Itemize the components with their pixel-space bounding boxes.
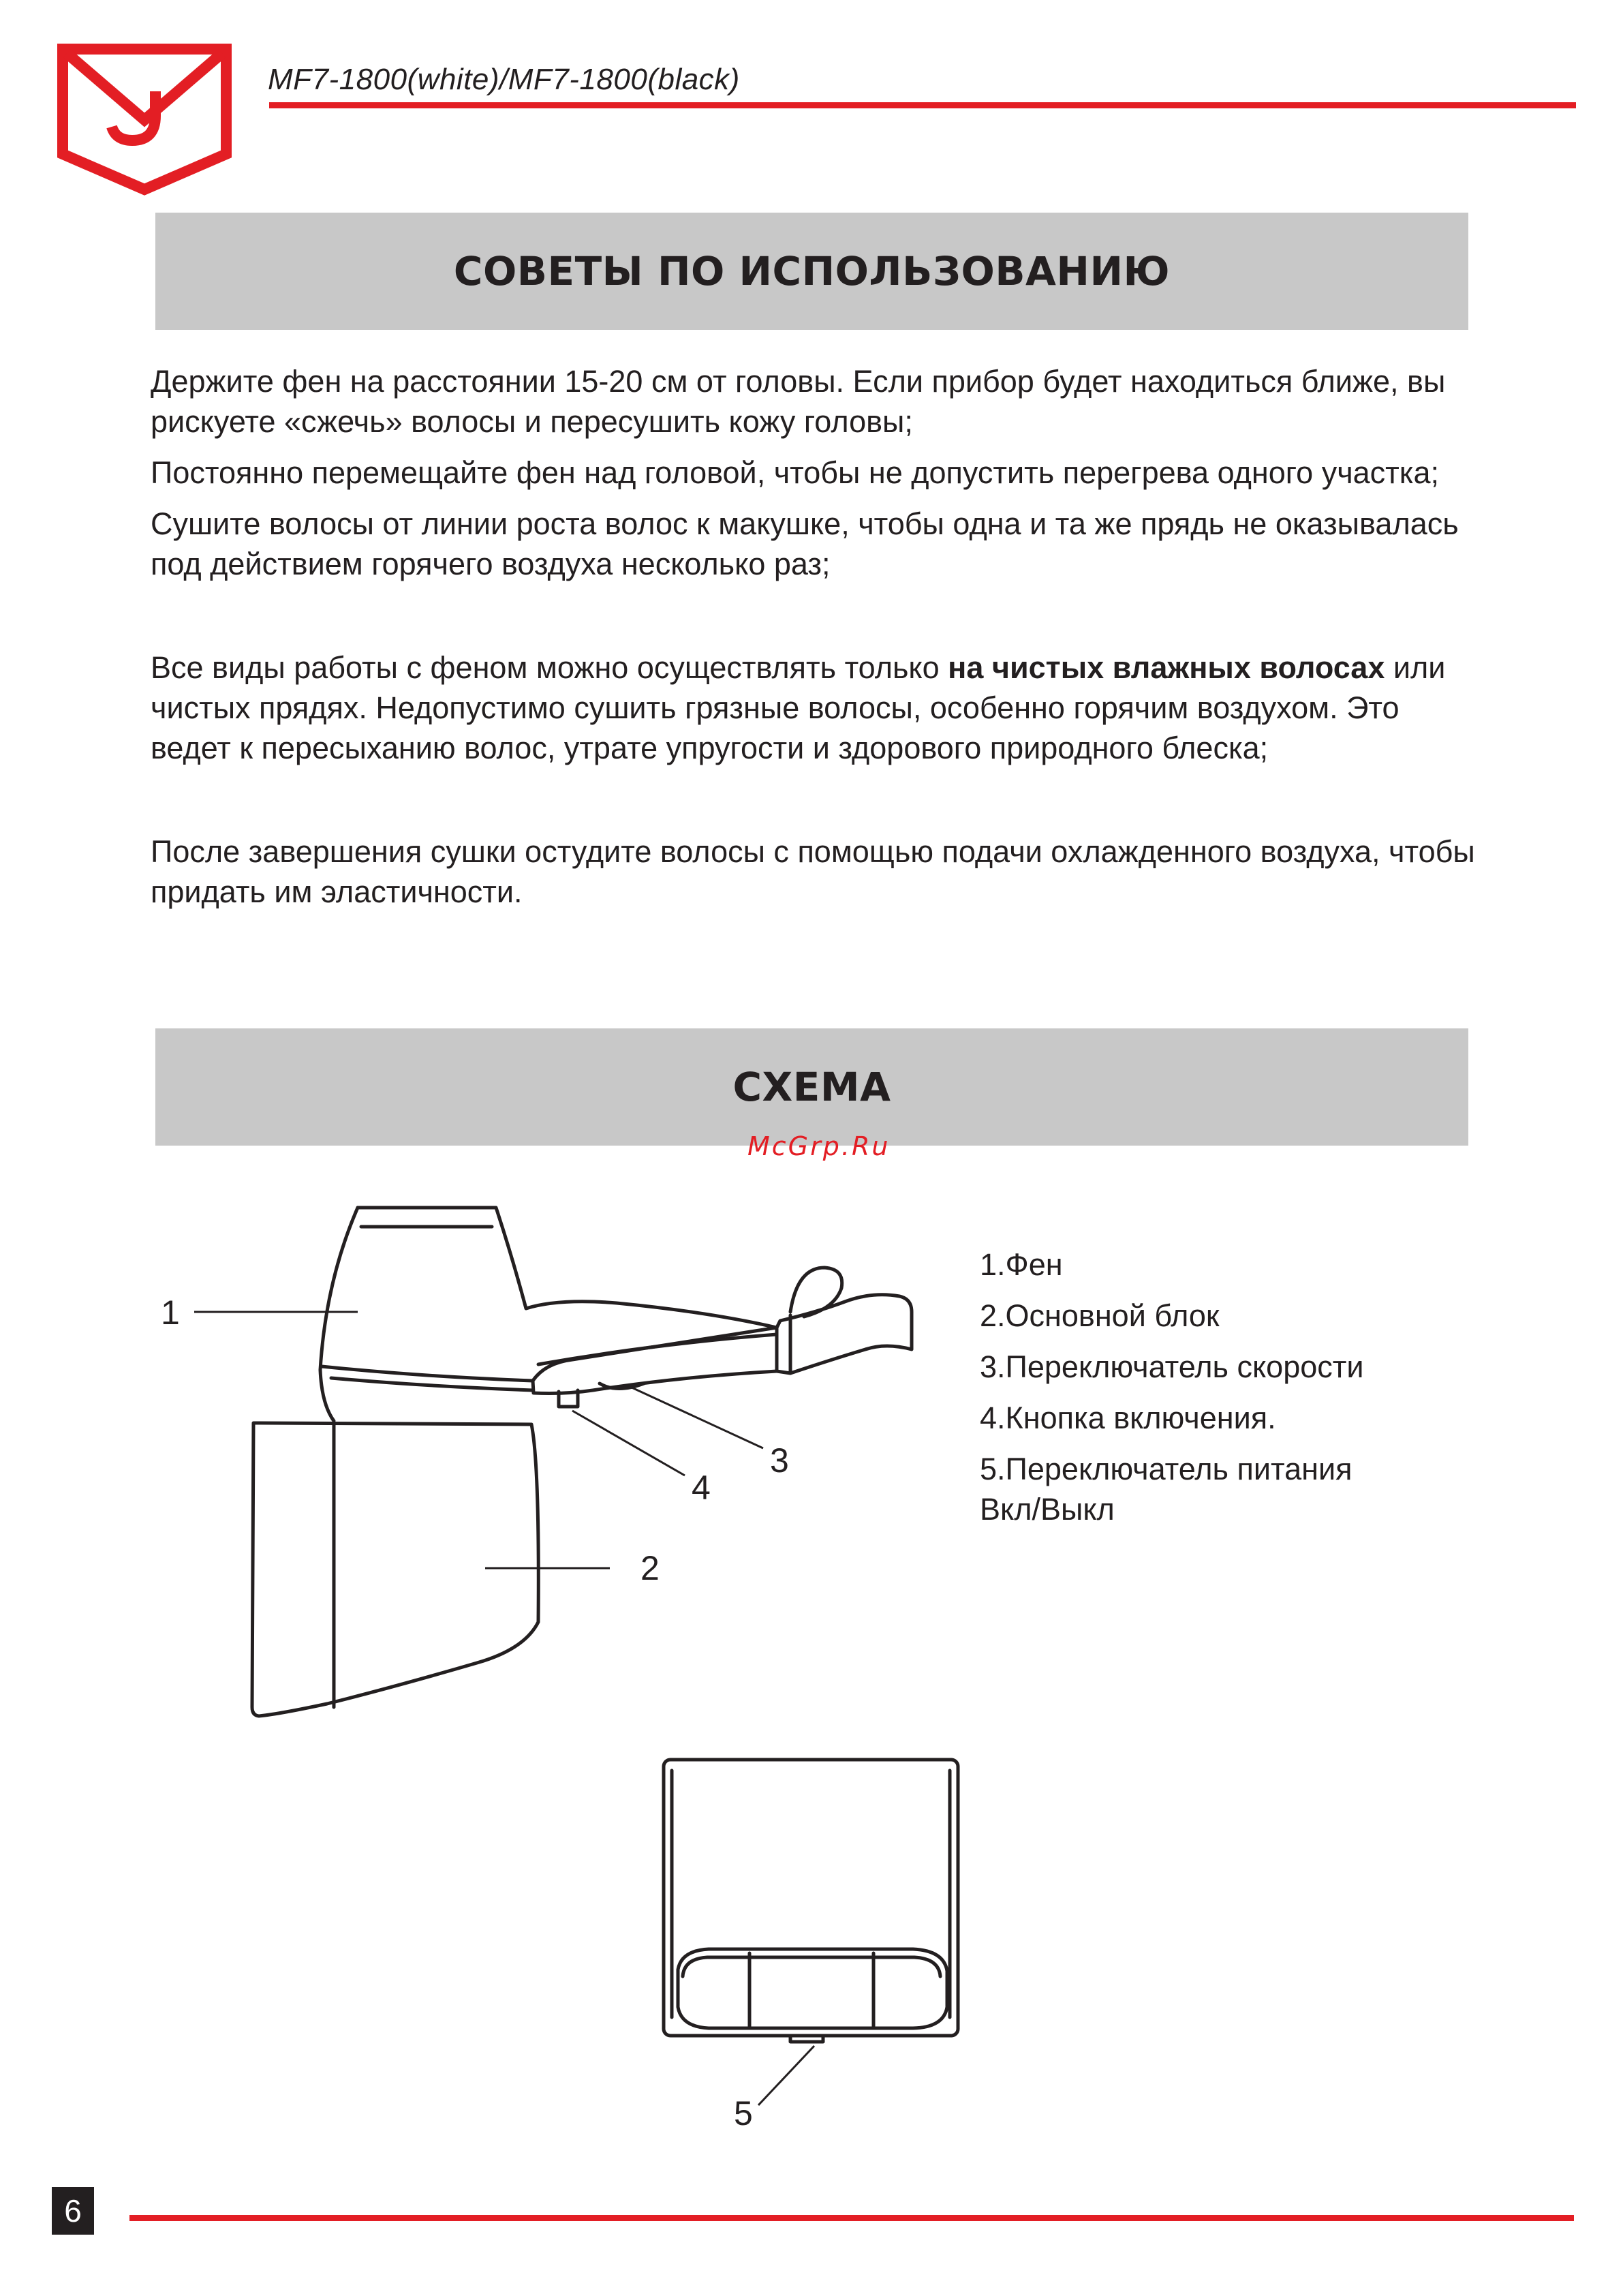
tip-4-text-end: или чистых прядях. Недопустимо сушить грязные волосы, особенно горячим воздухом. Это ведет к пересыханию волос, утрате упругости и здорового природного блеска;: [151, 650, 1446, 765]
tip-paragraph-1: Держите фен на расстоянии 15-20 см от головы. Если прибор будет находиться ближе, вы рискуете «сжечь» волосы и пересушить кожу головы;: [151, 364, 1446, 439]
watermark: McGrp.Ru: [747, 1131, 891, 1161]
legend-item-3: 3.Переключатель скорости: [980, 1349, 1364, 1384]
callout-2: 2: [640, 1549, 660, 1587]
callout-5: 5: [734, 2094, 753, 2132]
legend-item-5: 5.Переключатель питания Вкл/Выкл: [980, 1452, 1352, 1527]
hair-dryer-drawing: [252, 1208, 958, 2042]
model-title: MF7-1800(white)/MF7-1800(black): [268, 63, 740, 96]
scheme-section-title: СХЕМА: [732, 1064, 891, 1110]
tip-paragraph-5: После завершения сушки остудите волосы с помощью подачи охлажденного воздуха, чтобы придать им эластичности.: [151, 834, 1475, 909]
legend-item-1: 1.Фен: [980, 1247, 1063, 1282]
tip-paragraph-3: Сушите волосы от линии роста волос к макушке, чтобы одна и та же прядь не оказывалась под действием горячего воздуха несколько раз;: [151, 506, 1459, 581]
legend-item-2: 2.Основной блок: [980, 1298, 1220, 1333]
tips-section-title: СОВЕТЫ ПО ИСПОЛЬЗОВАНИЮ: [453, 248, 1171, 294]
tip-4-emphasis: на чистых влажных волосах: [948, 650, 1385, 685]
callout-lines: [194, 1312, 814, 2105]
diagram-legend: [980, 1244, 1416, 1540]
tip-4-text-start: Все виды работы с феном можно осуществлять только: [151, 650, 948, 685]
tip-paragraph-2: Постоянно перемещайте фен над головой, чтобы не допустить перегрева одного участка;: [151, 455, 1439, 490]
legend-item-4: 4.Кнопка включения.: [980, 1400, 1276, 1435]
callout-1: 1: [161, 1294, 180, 1332]
callout-3: 3: [770, 1441, 789, 1480]
callout-4: 4: [692, 1469, 711, 1507]
footer-rule: [129, 2215, 1574, 2221]
page-number: 6: [52, 2187, 94, 2235]
